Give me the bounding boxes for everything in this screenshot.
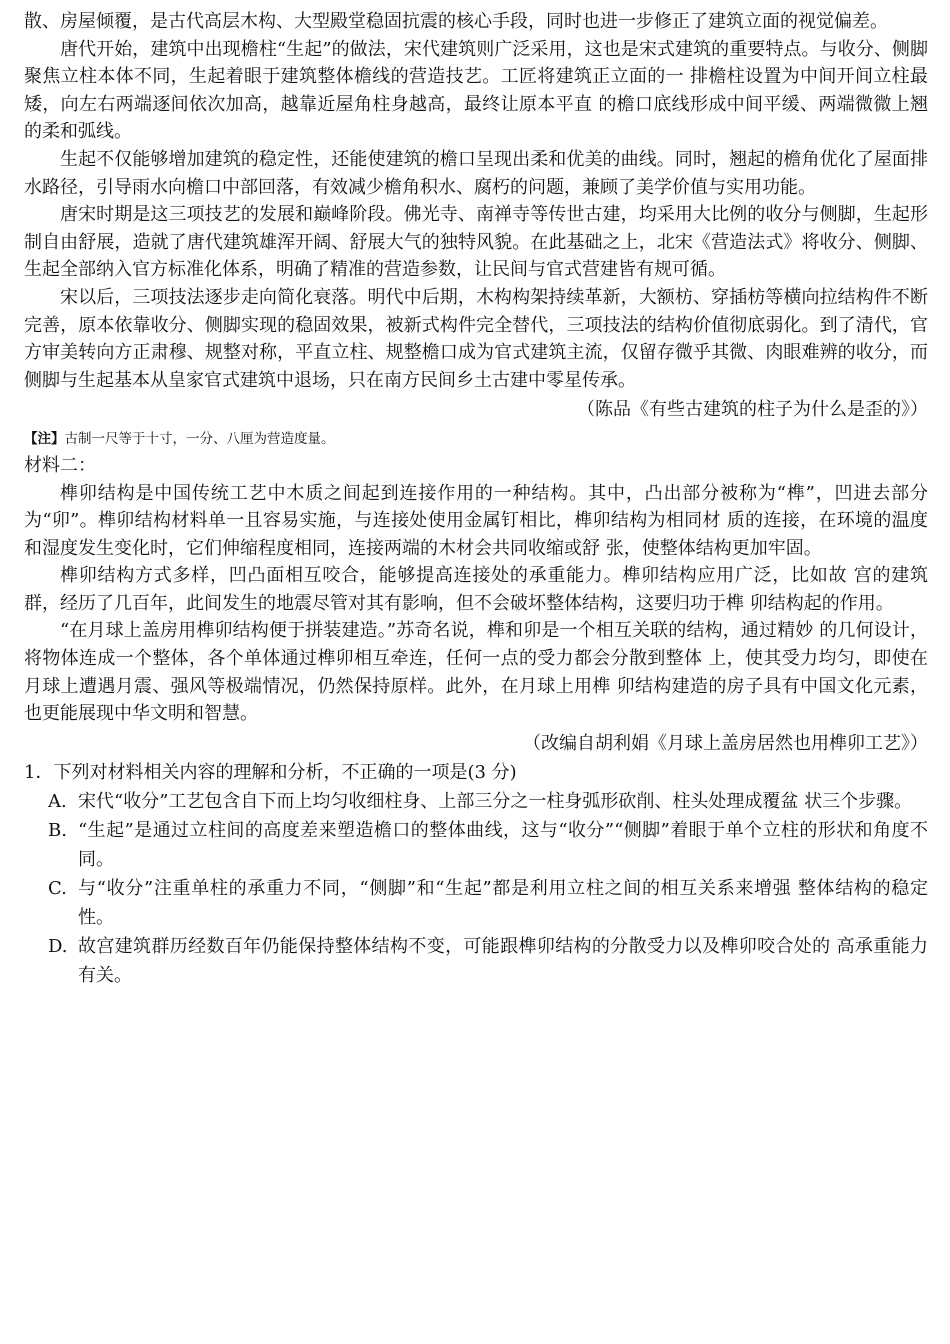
paragraph: “在月球上盖房用榫卯结构便于拼装建造。”苏奇名说，榫和卯是一个相互关联的结构，通过精妙 的几何设计，将物体连成一个整体，各个单体通过榫卯相互牵连，任何一点的受力都会分散到整体 上，使其受力均匀，即使在月球上遭遇月震、强风等极端情况，仍然保持原样。此外，在月球上用榫 卯结构建造的房子具有中国文化元素，也更能展现中华文明和智慧。 [24, 620, 928, 725]
paragraph: 散、房屋倾覆，是古代高层木构、大型殿堂稳固抗震的核心手段，同时也进一步修正了建筑立面的视觉偏差。 [24, 11, 888, 32]
paragraph: 唐宋时期是这三项技艺的发展和巅峰阶段。佛光寺、南禅寺等传世古建，均采用大比例的收分与侧脚，生起形制自由舒展，造就了唐代建筑雄浑开阔、舒展大气的独特风貌。在此基础之上，北宋《营造法式》将收分、侧脚、生起全部纳入官方标准化体系，明确了精准的营造参数，让民间与官式营建皆有规可循。 [24, 204, 928, 281]
option-d[interactable] [24, 932, 928, 990]
question-stem: 1．下列对材料相关内容的理解和分析，不正确的一项是(3 分) [24, 762, 517, 784]
paragraph: 榫卯结构方式多样，凹凸面相互咬合，能够提高连接处的承重能力。榫卯结构应用广泛，比如故 宫的建筑群，经历了几百年，此间发生的地震尽管对其有影响，但不会破坏整体结构，这要归功于榫 卯结构起的作用。 [24, 565, 928, 614]
note-label: 【注】 [24, 430, 65, 447]
option-a[interactable] [24, 787, 928, 816]
material-two [24, 452, 928, 758]
option-b[interactable] [24, 816, 928, 874]
option-text: 宋代“收分”工艺包含自下而上均匀收细柱身、上部三分之一柱身弧形砍削、柱头处理成覆盆 状三个步骤。 [78, 791, 913, 813]
section-heading: 材料二： [24, 454, 96, 476]
option-letter: B. [48, 820, 67, 842]
option-letter: A. [48, 791, 67, 813]
option-c[interactable] [24, 874, 928, 932]
option-letter: C. [48, 878, 67, 900]
paragraph: 榫卯结构是中国传统工艺中木质之间起到连接作用的一种结构。其中，凸出部分被称为“榫”，凹进去部分为“卯”。榫卯结构材料单一且容易实施，与连接处使用金属钉相比，榫卯结构为相同材 质的连接，在环境的温度和湿度发生变化时，它们伸缩程度相同，连接两端的木材会共同收缩或舒 张，使整体结构更加牢固。 [24, 482, 928, 559]
paragraph: 唐代开始，建筑中出现檐柱“生起”的做法，宋代建筑则广泛采用，这也是宋式建筑的重要特点。与收分、侧脚聚焦立柱本体不同，生起着眼于建筑整体檐线的营造技艺。工匠将建筑正立面的一 排檐柱设置为中间开间立柱最矮，向左右两端逐间依次加高，越靠近屋角柱身越高，最终让原本平直 的檐口底线形成中间平缓、两端微微上翘的柔和弧线。 [24, 38, 928, 143]
option-text: 故宫建筑群历经数百年仍能保持整体结构不变，可能跟榫卯结构的分散受力以及榫卯咬合处的 高承重能力有关。 [78, 936, 928, 987]
material-one-continued [24, 8, 928, 424]
document-page [24, 8, 928, 990]
paragraph: 宋以后，三项技法逐步走向简化衰落。明代中后期，木构构架持续革新，大额枋、穿插枋等横向拉结构件不断完善，原本依靠收分、侧脚实现的稳固效果，被新式构件完全替代，三项技法的结构价值彻底弱化。到了清代，官方审美转向方正肃穆、规整对称，平直立柱、规整檐口成为官式建筑主流，仅留存微乎其微、肉眼难辨的收分，而侧脚与生起基本从皇家官式建筑中退场，只在南方民间乡土古建中零星传承。 [24, 286, 928, 391]
note-text: 古制一尺等于十寸，一分、八厘为营造度量。 [64, 430, 335, 447]
option-text: 与“收分”注重单柱的承重力不同，“侧脚”和“生起”都是利用立柱之间的相互关系来增强 整体结构的稳定性。 [78, 878, 928, 929]
source-citation: （陈品《有些古建筑的柱子为什么是歪的》） [577, 399, 928, 421]
option-letter: D. [48, 936, 68, 958]
source-citation: （改编自胡利娟《月球上盖房居然也用榫卯工艺》） [523, 732, 928, 754]
option-text: “生起”是通过立柱间的高度差来塑造檐口的整体曲线，这与“收分”“侧脚”着眼于单个立柱的形状和角度不同。 [78, 820, 928, 871]
annotation-note [24, 426, 928, 452]
question-1 [24, 759, 928, 990]
paragraph: 生起不仅能够增加建筑的稳定性，还能使建筑的檐口呈现出柔和优美的曲线。同时，翘起的檐角优化了屋面排水路径，引导雨水向檐口中部回落，有效减少檐角积水、腐朽的问题，兼顾了美学价值与实用功能。 [24, 148, 928, 198]
